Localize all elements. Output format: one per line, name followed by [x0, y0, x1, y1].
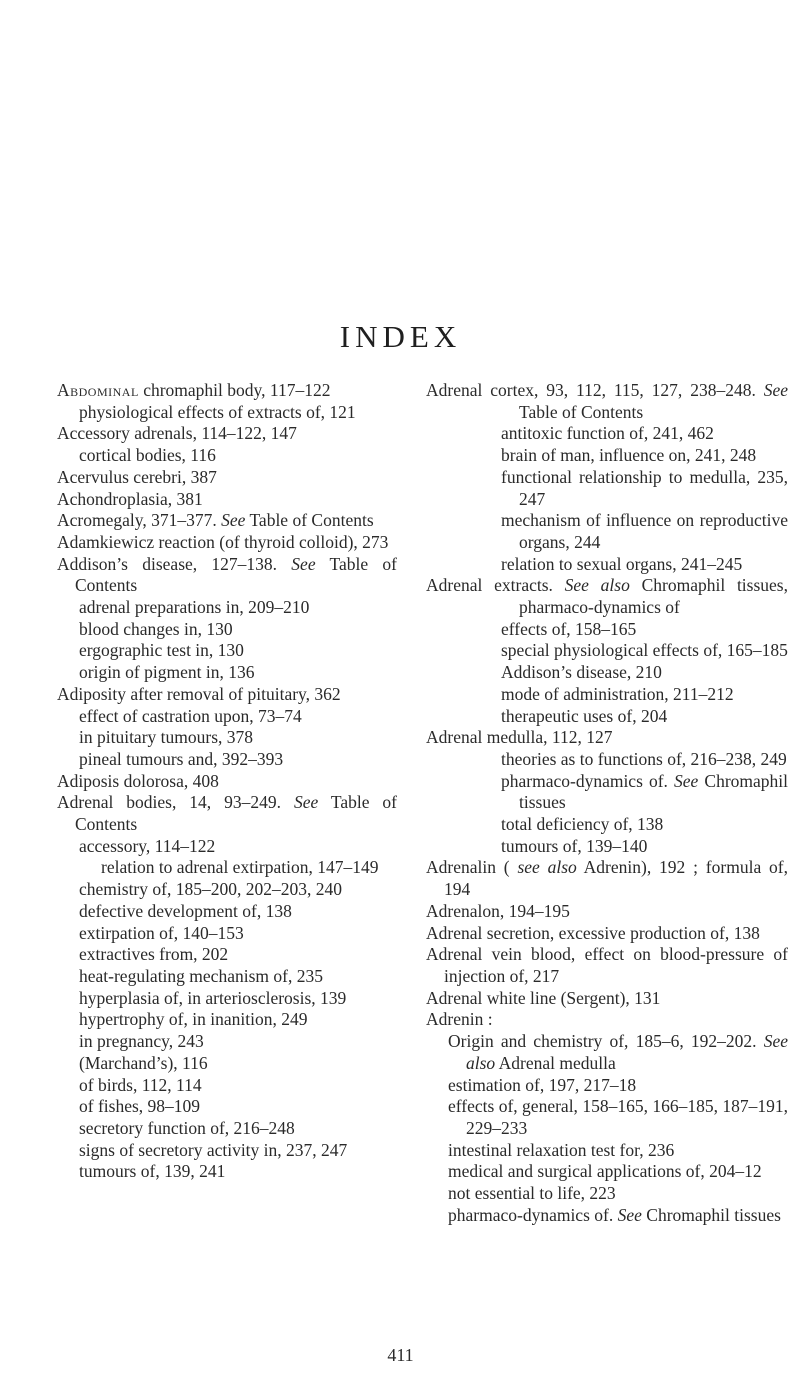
entry-text: functional relationship to medulla, 235, 247 — [501, 466, 788, 509]
entry-text: accessory, 114–122 — [79, 835, 216, 856]
index-entry — [57, 402, 397, 424]
entry-text: special physiological effects of, 165–185 — [501, 640, 788, 661]
entry-text: effect of castration upon, 73–74 — [79, 705, 302, 726]
index-entry — [57, 467, 397, 489]
see-reference: See — [221, 510, 246, 531]
index-entry — [426, 1161, 788, 1183]
index-entry — [426, 423, 788, 445]
see-reference: See also — [564, 575, 630, 596]
index-entry — [426, 1140, 788, 1162]
see-reference: See — [763, 380, 789, 400]
entry-continuation: Chromaphil tissues, pharmaco-dynamics of — [519, 575, 788, 618]
entry-text: Acervulus cerebri, 387 — [57, 466, 217, 487]
see-reference: see also — [517, 857, 577, 878]
index-entry — [426, 923, 788, 945]
entry-text: secretory function of, 216–248 — [79, 1117, 295, 1138]
entry-text: ergographic test in, 130 — [79, 640, 244, 661]
index-entry — [426, 988, 788, 1010]
entry-text: Adrenal white line (Sergent), 131 — [426, 987, 661, 1008]
index-entry — [426, 575, 788, 618]
entry-continuation: Adrenin), 192 ; formula of, 194 — [444, 857, 788, 900]
entry-text: of birds, 112, 114 — [79, 1074, 202, 1095]
left-column — [57, 380, 397, 1183]
index-entry — [57, 1053, 397, 1075]
index-entry — [57, 749, 397, 771]
entry-continuation: Table of Contents — [245, 510, 374, 531]
entry-text: in pregnancy, 243 — [79, 1031, 204, 1052]
entry-text: pharmaco-dynamics of. — [501, 770, 668, 791]
entry-text: origin of pigment in, 136 — [79, 662, 255, 683]
entry-continuation: Table of Contents — [75, 553, 397, 596]
index-entry — [57, 792, 397, 835]
entry-text: relation to sexual organs, 241–245 — [501, 553, 743, 574]
index-entry — [426, 1031, 788, 1074]
index-entry — [57, 1118, 397, 1140]
index-entry — [57, 966, 397, 988]
index-entry — [426, 1009, 788, 1031]
entry-continuation: Table of Contents — [519, 401, 644, 422]
entry-text: Adrenal secretion, excessive production of, 138 — [426, 922, 760, 943]
entry-text: mechanism of influence on reproductive organs, 244 — [501, 510, 788, 552]
entry-text: medical and surgical applications of, 204–12 — [448, 1161, 762, 1182]
index-entry — [426, 901, 788, 923]
index-entry — [57, 380, 397, 402]
entry-text: of fishes, 98–109 — [79, 1096, 201, 1117]
index-entry — [57, 510, 397, 532]
entry-text: physiological effects of extracts of, 121 — [79, 401, 356, 422]
index-entry — [57, 836, 397, 858]
index-entry — [57, 554, 397, 597]
page-title: INDEX — [339, 319, 462, 354]
index-entry — [426, 836, 788, 858]
index-entry — [426, 380, 788, 423]
index-entry — [426, 727, 788, 749]
index-entry — [426, 662, 788, 684]
index-entry — [57, 901, 397, 923]
entry-text: hypertrophy of, in inanition, 249 — [79, 1009, 308, 1030]
index-entry — [57, 706, 397, 728]
entry-text: cortical bodies, 116 — [79, 445, 216, 466]
entry-text: in pituitary tumours, 378 — [79, 727, 254, 748]
entry-text: heat-regulating mechanism of, 235 — [79, 965, 323, 986]
index-entry — [57, 1140, 397, 1162]
index-entry — [426, 619, 788, 641]
entry-text: tumours of, 139–140 — [501, 835, 648, 856]
entry-continuation: Table of Contents — [75, 792, 397, 835]
index-entry — [57, 727, 397, 749]
index-entry — [426, 510, 788, 553]
entry-text: therapeutic uses of, 204 — [501, 705, 668, 726]
index-entry — [57, 640, 397, 662]
entry-text: tumours of, 139, 241 — [79, 1161, 226, 1182]
entry-text: (Marchand’s), 116 — [79, 1052, 208, 1073]
index-entry — [57, 944, 397, 966]
index-entry — [426, 467, 788, 510]
entry-text: theories as to functions of, 216–238, 249 — [501, 748, 787, 769]
entry-text: Acromegaly, 371–377. — [57, 510, 217, 531]
see-reference: See — [291, 553, 316, 574]
index-entry — [57, 771, 397, 793]
entry-text: relation to adrenal extirpation, 147–149 — [101, 857, 379, 878]
entry-text: extractives from, 202 — [79, 944, 229, 965]
index-entry — [426, 706, 788, 728]
index-entry — [426, 684, 788, 706]
entry-text: intestinal relaxation test for, 236 — [448, 1139, 675, 1160]
index-entry — [426, 1205, 788, 1227]
index-entry — [426, 1096, 788, 1139]
entry-continuation: Chromaphil tissues — [519, 770, 789, 813]
entry-text: Adrenalin ( — [426, 857, 510, 878]
entry-text: Origin and chemistry of, 185–6, 192–202. — [448, 1031, 757, 1052]
entry-text: Accessory adrenals, 114–122, 147 — [57, 423, 297, 444]
index-entry — [426, 749, 788, 771]
entry-headword: Abdominal — [57, 380, 139, 400]
see-reference: See — [617, 1204, 642, 1225]
entry-text: brain of man, influence on, 241, 248 — [501, 445, 757, 466]
index-entry — [57, 857, 397, 879]
entry-text: blood changes in, 130 — [79, 618, 233, 639]
entry-text: Adrenalon, 194–195 — [426, 900, 570, 921]
index-entry — [426, 944, 788, 987]
entry-text: chemistry of, 185–200, 202–203, 240 — [79, 879, 342, 900]
index-entry — [57, 662, 397, 684]
index-entry — [426, 771, 788, 814]
index-entry — [426, 857, 788, 900]
entry-text: effects of, general, 158–165, 166–185, 187–191, 229–233 — [448, 1096, 788, 1138]
index-entry — [426, 1183, 788, 1205]
entry-continuation: Adrenal medulla — [495, 1052, 616, 1073]
entry-text: pineal tumours and, 392–393 — [79, 748, 284, 769]
index-entry — [57, 1096, 397, 1118]
entry-text: mode of administration, 211–212 — [501, 683, 734, 704]
entry-text: Adrenal extracts. — [426, 575, 553, 596]
see-reference: See — [674, 770, 699, 791]
entry-text: Adrenal cortex, 93, 112, 115, 127, 238–248. — [426, 380, 756, 400]
index-entry — [426, 814, 788, 836]
entry-text: total deficiency of, 138 — [501, 814, 664, 835]
index-entry — [57, 489, 397, 511]
entry-text: Achondroplasia, 381 — [57, 488, 203, 509]
index-entry — [57, 532, 397, 554]
entry-text: hyperplasia of, in arteriosclerosis, 139 — [79, 987, 347, 1008]
index-entry — [426, 554, 788, 576]
index-entry — [426, 640, 788, 662]
entry-text: Adrenin : — [426, 1009, 493, 1030]
see-reference: See — [293, 792, 319, 813]
entry-text: Adiposis dolorosa, 408 — [57, 770, 219, 791]
entry-text: effects of, 158–165 — [501, 618, 637, 639]
see-reference: See also — [466, 1031, 788, 1073]
entry-text: defective development of, 138 — [79, 900, 292, 921]
entry-text: chromaphil body, 117–122 — [138, 380, 331, 400]
entry-text: adrenal preparations in, 209–210 — [79, 597, 310, 618]
entry-text: not essential to life, 223 — [448, 1183, 616, 1204]
index-entry — [57, 423, 397, 445]
index-entry — [57, 988, 397, 1010]
index-entry — [57, 1031, 397, 1053]
index-entry — [57, 597, 397, 619]
index-entry — [57, 879, 397, 901]
entry-text: Addison’s disease, 127–138. — [57, 553, 278, 574]
index-entry — [57, 445, 397, 467]
entry-continuation: Chromaphil tissues — [641, 1204, 781, 1225]
entry-text: Adrenal bodies, 14, 93–249. — [57, 792, 281, 813]
right-column — [426, 380, 788, 1226]
index-entry — [57, 1161, 397, 1183]
entry-text: extirpation of, 140–153 — [79, 922, 244, 943]
entry-text: Adamkiewicz reaction (of thyroid colloid), 273 — [57, 531, 389, 552]
entry-text: Adrenal vein blood, effect on blood-pressure of injection of, 217 — [426, 944, 788, 986]
entry-text: pharmaco-dynamics of. — [448, 1204, 614, 1225]
index-entry — [57, 1009, 397, 1031]
entry-text: Addison’s disease, 210 — [501, 662, 662, 683]
index-entry — [57, 619, 397, 641]
index-entry — [57, 684, 397, 706]
index-entry — [426, 1075, 788, 1097]
entry-text: Adrenal medulla, 112, 127 — [426, 727, 613, 748]
entry-text: antitoxic function of, 241, 462 — [501, 423, 714, 444]
entry-text: signs of secretory activity in, 237, 247 — [79, 1139, 348, 1160]
index-entry — [426, 445, 788, 467]
entry-text: Adiposity after removal of pituitary, 362 — [57, 683, 341, 704]
index-entry — [57, 923, 397, 945]
page-number: 411 — [387, 1345, 414, 1365]
index-entry — [57, 1075, 397, 1097]
entry-text: estimation of, 197, 217–18 — [448, 1074, 637, 1095]
